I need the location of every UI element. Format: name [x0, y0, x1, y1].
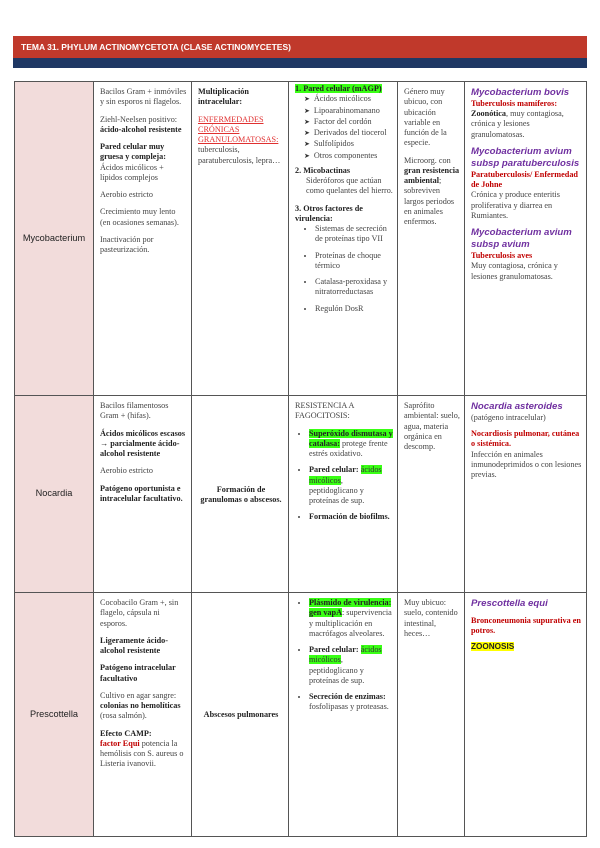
document-title: TEMA 31. PHYLUM ACTINOMYCETOTA (CLASE ACTINOMYCETES)	[21, 42, 291, 52]
genus-cell: Prescottella	[15, 593, 94, 837]
list-item: • Superóxido dismutasa y catalasa: protege frente estrés oxidativo.	[309, 429, 393, 460]
list-item: • Proteínas de choque térmico	[315, 251, 393, 272]
list-item: • Pared celular: ácidos micólicos, peptidoglicano y proteínas de sup.	[309, 465, 393, 506]
list-item: ➤ Factor del cordón	[304, 117, 393, 127]
virulence-cell: 1. Pared celular (mAGP) ➤ Ácidos micólicos ➤ Lipoarabinomanano ➤ Factor del cordón ➤ Derivados del tiocerol ➤ Sulfolípidos ➤ Otros componentes 2. Micobactinas Sideróforos que actúan como quelantes del hierro. 3. Otros factores de virulencia: • Sistemas de secreción de proteínas tipo VII • Proteínas de choque térmico • Catalasa-peroxidasa y nitratorreductasas • Regulón DosR	[289, 82, 398, 396]
characteristics-cell: Bacilos Gram + inmóviles y sin esporos ni flagelos. Ziehl-Neelsen positivo: ácido-alcohol resistente Pared celular muy gruesa y compleja: Ácidos micólicos + lípidos complejos Aerobio estricto Crecimiento muy lento (en ocasiones semanas). Inactivación por pasteurización.	[94, 82, 192, 396]
list-item: • Formación de biofilms.	[309, 512, 393, 522]
table-row	[15, 593, 587, 837]
habitat-cell: Muy ubicuo: suelo, contenido intestinal, heces…	[398, 593, 465, 837]
list-item: • Pared celular: ácidos micólicos, peptidoglicano y proteínas de sup.	[309, 645, 393, 686]
list-item: ➤ Ácidos micólicos	[304, 94, 393, 104]
list-item: • Regulón DosR	[315, 304, 393, 314]
habitat-cell: Saprófito ambiental: suelo, agua, materia orgánica en descomp.	[398, 396, 465, 593]
list-item: • Catalasa-peroxidasa y nitratorreductasas	[315, 277, 393, 298]
habitat-cell: Género muy ubicuo, con ubicación variable en función de la especie. Microorg. con gran resistencia ambiental; sobreviven largos periodos en animales enfermos.	[398, 82, 465, 396]
species-cell: Nocardia asteroides (patógeno intracelular) Nocardiosis pulmonar, cutánea o sistémica. Infección en animales inmunodeprimidos o con lesiones previas.	[465, 396, 587, 593]
virulence-cell: RESISTENCIA A FAGOCITOSIS: • Superóxido dismutasa y catalasa: protege frente estrés oxidativo. • Pared celular: ácidos micólicos, peptidoglicano y proteínas de sup. • Formación de biofilms.	[289, 396, 398, 593]
species-cell: Mycobacterium bovis Tuberculosis mamíferos: Zoonótica, muy contagiosa, crónica y lesiones granulomatosas. Mycobacterium avium subsp paratuberculosis Paratuberculosis/ Enfermedad de Johne Crónica y produce enteritis proliferativa y diarrea en Rumiantes. Mycobacterium avium subsp avium Tuberculosis aves Muy contagiosa, crónica y lesiones granulomatosas.	[465, 82, 587, 396]
list-item: ➤ Sulfolípidos	[304, 139, 393, 149]
virulence-cell	[289, 593, 398, 837]
list-item: • Plásmido de virulencia: gen vapA: supervivencia y multiplicación en macrófagos alveolares.	[309, 598, 393, 639]
summary-table	[14, 81, 587, 837]
virulence-list	[295, 224, 393, 314]
pathogenesis-cell: Formación de granulomas o abscesos.	[192, 396, 289, 593]
genus-cell: Mycobacterium	[15, 82, 94, 396]
cell-wall-list	[295, 94, 393, 161]
species-cell: Prescottella equi Bronconeumonia supurativa en potros. ZOONOSIS	[465, 593, 587, 837]
header-underline	[13, 58, 587, 68]
virulence-list	[295, 598, 393, 713]
header-bar	[13, 36, 587, 58]
characteristics-cell: Cocobacilo Gram +, sin flagelo, cápsula ni esporos. Ligeramente ácido-alcohol resistente Patógeno intracelular facultativo Cultivo en agar sangre: colonias no hemolíticas (rosa salmón). Efecto CAMP: factor Equi potencia la hemólisis con S. aureus o Listeria ivanovii.	[94, 593, 192, 837]
list-item: ➤ Otros componentes	[304, 151, 393, 161]
list-item: ➤ Derivados del tiocerol	[304, 128, 393, 138]
list-item: ➤ Lipoarabinomanano	[304, 106, 393, 116]
virulence-list	[295, 429, 393, 523]
list-item: • Secreción de enzimas: fosfolipasas y proteasas.	[309, 692, 393, 713]
table-row	[15, 396, 587, 593]
table-row	[15, 82, 587, 396]
pathogenesis-cell: Abscesos pulmonares	[192, 593, 289, 837]
characteristics-cell: Bacilos filamentosos Gram + (hifas). Ácidos micólicos escasos → parcialmente ácido-alcohol resistente Aerobio estricto Patógeno oportunista e intracelular facultativo.	[94, 396, 192, 593]
list-item: • Sistemas de secreción de proteínas tipo VII	[315, 224, 393, 245]
genus-cell: Nocardia	[15, 396, 94, 593]
pathogenesis-cell: Multiplicación intracelular: ENFERMEDADES CRÓNICAS GRANULOMATOSAS: tuberculosis, paratuberculosis, lepra…	[192, 82, 289, 396]
